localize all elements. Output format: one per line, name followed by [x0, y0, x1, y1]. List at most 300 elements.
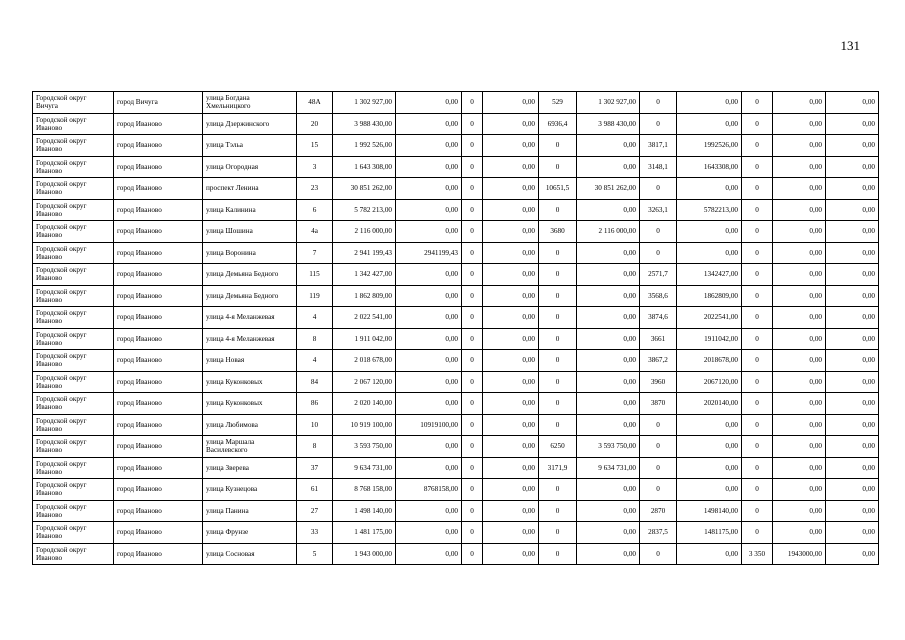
cell-funds-b: 0,00 — [483, 307, 539, 329]
cell-funds-b: 0,00 — [483, 178, 539, 200]
cell-funds-c: 0,00 — [577, 522, 640, 544]
cell-total-cost: 1 643 308,00 — [333, 156, 396, 178]
cell-locality: город Вичуга — [114, 92, 203, 114]
cell-district: Городской округ Иваново — [33, 457, 114, 479]
cell-count-b: 0 — [462, 350, 483, 372]
cell-total-cost: 1 342 427,00 — [333, 264, 396, 286]
cell-funds-c: 0,00 — [577, 156, 640, 178]
cell-locality: город Иваново — [114, 500, 203, 522]
cell-funds-c: 30 851 262,00 — [577, 178, 640, 200]
cell-area-c: 0 — [539, 156, 577, 178]
cell-area-c: 0 — [539, 242, 577, 264]
cell-district: Городской округ Иваново — [33, 414, 114, 436]
cell-total-cost: 3 988 430,00 — [333, 113, 396, 135]
cell-locality: город Иваново — [114, 178, 203, 200]
cell-funds-d: 1911042,00 — [677, 328, 742, 350]
cell-locality: город Иваново — [114, 307, 203, 329]
cell-house-number: 4а — [297, 221, 333, 243]
cell-funds-f: 0,00 — [826, 371, 879, 393]
cell-street: улица Дзержинского — [203, 113, 297, 135]
cell-locality: город Иваново — [114, 414, 203, 436]
cell-area-c: 6250 — [539, 436, 577, 458]
cell-funds-e: 0,00 — [773, 178, 826, 200]
cell-area-c: 0 — [539, 393, 577, 415]
register-table — [32, 91, 879, 565]
cell-funds-b: 0,00 — [483, 156, 539, 178]
cell-total-cost: 9 634 731,00 — [333, 457, 396, 479]
cell-area-c: 0 — [539, 199, 577, 221]
cell-area-c: 3680 — [539, 221, 577, 243]
table-row — [33, 543, 879, 565]
cell-district: Городской округ Иваново — [33, 199, 114, 221]
cell-funds-a: 2941199,43 — [396, 242, 462, 264]
cell-funds-b: 0,00 — [483, 436, 539, 458]
cell-funds-d: 0,00 — [677, 436, 742, 458]
table-row — [33, 92, 879, 114]
cell-district: Городской округ Иваново — [33, 285, 114, 307]
cell-district: Городской округ Иваново — [33, 135, 114, 157]
cell-house-number: 119 — [297, 285, 333, 307]
cell-area-d: 3960 — [640, 371, 677, 393]
cell-district: Городской округ Иваново — [33, 307, 114, 329]
cell-area-e: 3 350 — [742, 543, 773, 565]
cell-funds-c: 0,00 — [577, 371, 640, 393]
cell-funds-e: 0,00 — [773, 264, 826, 286]
cell-area-e: 0 — [742, 393, 773, 415]
cell-funds-b: 0,00 — [483, 393, 539, 415]
cell-district: Городской округ Иваново — [33, 500, 114, 522]
cell-house-number: 15 — [297, 135, 333, 157]
cell-funds-b: 0,00 — [483, 414, 539, 436]
cell-funds-c: 1 302 927,00 — [577, 92, 640, 114]
cell-house-number: 4 — [297, 350, 333, 372]
cell-funds-f: 0,00 — [826, 500, 879, 522]
cell-area-c: 6936,4 — [539, 113, 577, 135]
cell-locality: город Иваново — [114, 543, 203, 565]
cell-funds-f: 0,00 — [826, 522, 879, 544]
cell-street: улица Панина — [203, 500, 297, 522]
cell-street: улица Калинина — [203, 199, 297, 221]
cell-total-cost: 8 768 158,00 — [333, 479, 396, 501]
cell-count-b: 0 — [462, 543, 483, 565]
cell-count-b: 0 — [462, 92, 483, 114]
cell-count-b: 0 — [462, 242, 483, 264]
cell-area-d: 3263,1 — [640, 199, 677, 221]
cell-area-e: 0 — [742, 242, 773, 264]
table-row — [33, 242, 879, 264]
cell-funds-f: 0,00 — [826, 92, 879, 114]
cell-funds-a: 0,00 — [396, 285, 462, 307]
cell-count-b: 0 — [462, 479, 483, 501]
cell-area-c: 529 — [539, 92, 577, 114]
cell-area-c: 0 — [539, 285, 577, 307]
cell-funds-b: 0,00 — [483, 221, 539, 243]
cell-funds-a: 10919100,00 — [396, 414, 462, 436]
cell-funds-f: 0,00 — [826, 393, 879, 415]
cell-count-b: 0 — [462, 221, 483, 243]
cell-funds-d: 0,00 — [677, 178, 742, 200]
cell-count-b: 0 — [462, 522, 483, 544]
cell-funds-d: 0,00 — [677, 414, 742, 436]
cell-street: улица Любимова — [203, 414, 297, 436]
cell-area-e: 0 — [742, 113, 773, 135]
cell-house-number: 5 — [297, 543, 333, 565]
table-row — [33, 500, 879, 522]
cell-area-d: 3568,6 — [640, 285, 677, 307]
cell-funds-c: 3 593 750,00 — [577, 436, 640, 458]
cell-area-d: 0 — [640, 221, 677, 243]
table-row — [33, 113, 879, 135]
cell-funds-b: 0,00 — [483, 264, 539, 286]
cell-area-d: 0 — [640, 92, 677, 114]
cell-district: Городской округ Иваново — [33, 178, 114, 200]
cell-area-c: 0 — [539, 371, 577, 393]
cell-funds-e: 0,00 — [773, 414, 826, 436]
cell-count-b: 0 — [462, 156, 483, 178]
cell-area-e: 0 — [742, 135, 773, 157]
cell-funds-e: 0,00 — [773, 393, 826, 415]
cell-street: улица Огородная — [203, 156, 297, 178]
table-row — [33, 156, 879, 178]
cell-funds-a: 0,00 — [396, 113, 462, 135]
cell-area-e: 0 — [742, 522, 773, 544]
cell-house-number: 8 — [297, 436, 333, 458]
cell-street: улица Демьяна Бедного — [203, 264, 297, 286]
cell-funds-d: 1342427,00 — [677, 264, 742, 286]
cell-locality: город Иваново — [114, 479, 203, 501]
cell-funds-c: 0,00 — [577, 328, 640, 350]
cell-funds-e: 0,00 — [773, 350, 826, 372]
cell-funds-a: 0,00 — [396, 500, 462, 522]
cell-count-b: 0 — [462, 178, 483, 200]
cell-area-d: 3867,2 — [640, 350, 677, 372]
cell-district: Городской округ Иваново — [33, 543, 114, 565]
cell-count-b: 0 — [462, 135, 483, 157]
cell-funds-f: 0,00 — [826, 307, 879, 329]
cell-funds-f: 0,00 — [826, 178, 879, 200]
cell-funds-d: 0,00 — [677, 221, 742, 243]
cell-funds-d: 2018678,00 — [677, 350, 742, 372]
cell-funds-e: 0,00 — [773, 242, 826, 264]
cell-area-d: 0 — [640, 457, 677, 479]
cell-funds-f: 0,00 — [826, 457, 879, 479]
cell-funds-c: 0,00 — [577, 264, 640, 286]
cell-street: улица Кузнецова — [203, 479, 297, 501]
cell-funds-e: 0,00 — [773, 328, 826, 350]
cell-total-cost: 2 018 678,00 — [333, 350, 396, 372]
cell-area-e: 0 — [742, 371, 773, 393]
cell-funds-d: 1862809,00 — [677, 285, 742, 307]
cell-funds-e: 0,00 — [773, 500, 826, 522]
cell-locality: город Иваново — [114, 522, 203, 544]
cell-funds-b: 0,00 — [483, 135, 539, 157]
cell-area-e: 0 — [742, 178, 773, 200]
cell-area-e: 0 — [742, 285, 773, 307]
cell-funds-d: 0,00 — [677, 457, 742, 479]
cell-area-e: 0 — [742, 328, 773, 350]
cell-funds-f: 0,00 — [826, 285, 879, 307]
cell-funds-e: 0,00 — [773, 285, 826, 307]
cell-locality: город Иваново — [114, 393, 203, 415]
cell-count-b: 0 — [462, 199, 483, 221]
cell-street: улица Тэльа — [203, 135, 297, 157]
cell-funds-d: 1498140,00 — [677, 500, 742, 522]
cell-area-d: 3874,6 — [640, 307, 677, 329]
cell-house-number: 7 — [297, 242, 333, 264]
cell-total-cost: 1 992 526,00 — [333, 135, 396, 157]
cell-funds-f: 0,00 — [826, 350, 879, 372]
cell-funds-a: 0,00 — [396, 328, 462, 350]
cell-area-e: 0 — [742, 307, 773, 329]
cell-funds-b: 0,00 — [483, 479, 539, 501]
cell-count-b: 0 — [462, 436, 483, 458]
cell-district: Городской округ Иваново — [33, 328, 114, 350]
table-row — [33, 285, 879, 307]
cell-funds-a: 0,00 — [396, 221, 462, 243]
cell-district: Городской округ Иваново — [33, 113, 114, 135]
cell-funds-a: 0,00 — [396, 350, 462, 372]
cell-locality: город Иваново — [114, 436, 203, 458]
cell-area-c: 0 — [539, 264, 577, 286]
cell-funds-b: 0,00 — [483, 457, 539, 479]
cell-district: Городской округ Иваново — [33, 436, 114, 458]
cell-funds-b: 0,00 — [483, 113, 539, 135]
cell-house-number: 33 — [297, 522, 333, 544]
cell-locality: город Иваново — [114, 285, 203, 307]
cell-area-d: 0 — [640, 479, 677, 501]
cell-area-d: 2837,5 — [640, 522, 677, 544]
cell-house-number: 115 — [297, 264, 333, 286]
cell-area-d: 0 — [640, 414, 677, 436]
cell-funds-d: 2022541,00 — [677, 307, 742, 329]
page-number: 131 — [840, 38, 860, 53]
cell-count-b: 0 — [462, 328, 483, 350]
cell-funds-a: 0,00 — [396, 393, 462, 415]
cell-funds-e: 0,00 — [773, 436, 826, 458]
cell-funds-a: 0,00 — [396, 307, 462, 329]
cell-area-e: 0 — [742, 414, 773, 436]
table-row — [33, 350, 879, 372]
cell-area-e: 0 — [742, 436, 773, 458]
cell-funds-a: 0,00 — [396, 264, 462, 286]
cell-area-d: 3661 — [640, 328, 677, 350]
cell-funds-d: 0,00 — [677, 543, 742, 565]
cell-house-number: 3 — [297, 156, 333, 178]
cell-funds-c: 9 634 731,00 — [577, 457, 640, 479]
cell-total-cost: 1 481 175,00 — [333, 522, 396, 544]
cell-funds-c: 0,00 — [577, 242, 640, 264]
cell-funds-d: 2020140,00 — [677, 393, 742, 415]
cell-house-number: 20 — [297, 113, 333, 135]
cell-total-cost: 5 782 213,00 — [333, 199, 396, 221]
table-row — [33, 199, 879, 221]
cell-locality: город Иваново — [114, 350, 203, 372]
cell-total-cost: 2 022 541,00 — [333, 307, 396, 329]
cell-locality: город Иваново — [114, 156, 203, 178]
cell-house-number: 27 — [297, 500, 333, 522]
cell-area-d: 0 — [640, 178, 677, 200]
cell-area-d: 0 — [640, 242, 677, 264]
cell-total-cost: 1 943 000,00 — [333, 543, 396, 565]
cell-district: Городской округ Иваново — [33, 221, 114, 243]
cell-funds-b: 0,00 — [483, 92, 539, 114]
cell-funds-e: 0,00 — [773, 92, 826, 114]
cell-street: улица Демьяна Бедного — [203, 285, 297, 307]
cell-total-cost: 2 067 120,00 — [333, 371, 396, 393]
cell-house-number: 10 — [297, 414, 333, 436]
cell-area-d: 0 — [640, 113, 677, 135]
table-row — [33, 264, 879, 286]
cell-funds-b: 0,00 — [483, 522, 539, 544]
cell-area-e: 0 — [742, 457, 773, 479]
cell-funds-f: 0,00 — [826, 264, 879, 286]
cell-funds-d: 0,00 — [677, 479, 742, 501]
cell-funds-e: 0,00 — [773, 113, 826, 135]
cell-count-b: 0 — [462, 457, 483, 479]
cell-funds-c: 0,00 — [577, 500, 640, 522]
cell-area-d: 0 — [640, 543, 677, 565]
cell-district: Городской округ Иваново — [33, 479, 114, 501]
cell-funds-a: 0,00 — [396, 522, 462, 544]
table-row — [33, 479, 879, 501]
cell-funds-d: 2067120,00 — [677, 371, 742, 393]
cell-district: Городской округ Иваново — [33, 264, 114, 286]
cell-area-d: 3817,1 — [640, 135, 677, 157]
cell-count-b: 0 — [462, 307, 483, 329]
table-row — [33, 221, 879, 243]
cell-funds-b: 0,00 — [483, 350, 539, 372]
cell-funds-b: 0,00 — [483, 199, 539, 221]
cell-house-number: 8 — [297, 328, 333, 350]
table-row — [33, 328, 879, 350]
cell-count-b: 0 — [462, 371, 483, 393]
cell-funds-e: 0,00 — [773, 479, 826, 501]
cell-count-b: 0 — [462, 285, 483, 307]
table-row — [33, 371, 879, 393]
cell-total-cost: 1 862 809,00 — [333, 285, 396, 307]
cell-funds-f: 0,00 — [826, 221, 879, 243]
cell-funds-e: 0,00 — [773, 221, 826, 243]
cell-area-e: 0 — [742, 500, 773, 522]
cell-funds-d: 0,00 — [677, 242, 742, 264]
cell-locality: город Иваново — [114, 371, 203, 393]
cell-funds-d: 5782213,00 — [677, 199, 742, 221]
cell-funds-c: 0,00 — [577, 393, 640, 415]
table-row — [33, 436, 879, 458]
cell-funds-b: 0,00 — [483, 371, 539, 393]
cell-locality: город Иваново — [114, 242, 203, 264]
table-row — [33, 393, 879, 415]
cell-area-e: 0 — [742, 264, 773, 286]
cell-funds-f: 0,00 — [826, 543, 879, 565]
cell-funds-e: 0,00 — [773, 156, 826, 178]
cell-funds-e: 0,00 — [773, 307, 826, 329]
cell-funds-c: 0,00 — [577, 307, 640, 329]
cell-area-e: 0 — [742, 221, 773, 243]
cell-street: улица Богдана Хмельницкого — [203, 92, 297, 114]
cell-count-b: 0 — [462, 264, 483, 286]
table-row — [33, 178, 879, 200]
cell-area-c: 0 — [539, 522, 577, 544]
cell-funds-c: 0,00 — [577, 350, 640, 372]
table-row — [33, 522, 879, 544]
cell-funds-c: 0,00 — [577, 285, 640, 307]
cell-house-number: 84 — [297, 371, 333, 393]
cell-funds-a: 0,00 — [396, 92, 462, 114]
cell-locality: город Иваново — [114, 264, 203, 286]
cell-funds-c: 0,00 — [577, 479, 640, 501]
cell-area-c: 0 — [539, 479, 577, 501]
cell-funds-c: 0,00 — [577, 135, 640, 157]
cell-area-d: 2571,7 — [640, 264, 677, 286]
cell-funds-c: 0,00 — [577, 543, 640, 565]
table-row — [33, 135, 879, 157]
cell-funds-a: 0,00 — [396, 156, 462, 178]
cell-area-c: 0 — [539, 350, 577, 372]
cell-house-number: 23 — [297, 178, 333, 200]
cell-funds-f: 0,00 — [826, 436, 879, 458]
cell-total-cost: 2 020 140,00 — [333, 393, 396, 415]
cell-funds-d: 1481175,00 — [677, 522, 742, 544]
cell-total-cost: 3 593 750,00 — [333, 436, 396, 458]
cell-area-c: 0 — [539, 543, 577, 565]
cell-funds-d: 1992526,00 — [677, 135, 742, 157]
cell-district: Городской округ Иваново — [33, 350, 114, 372]
cell-funds-c: 0,00 — [577, 199, 640, 221]
cell-funds-f: 0,00 — [826, 479, 879, 501]
cell-count-b: 0 — [462, 500, 483, 522]
cell-funds-e: 0,00 — [773, 457, 826, 479]
cell-funds-f: 0,00 — [826, 113, 879, 135]
cell-funds-f: 0,00 — [826, 135, 879, 157]
cell-district: Городской округ Иваново — [33, 522, 114, 544]
cell-street: улица 4-я Меланжевая — [203, 328, 297, 350]
cell-locality: город Иваново — [114, 113, 203, 135]
cell-street: улица Маршала Василевского — [203, 436, 297, 458]
cell-area-c: 3171,9 — [539, 457, 577, 479]
cell-funds-c: 3 988 430,00 — [577, 113, 640, 135]
cell-funds-b: 0,00 — [483, 242, 539, 264]
cell-funds-a: 8768158,00 — [396, 479, 462, 501]
cell-funds-e: 0,00 — [773, 522, 826, 544]
cell-house-number: 6 — [297, 199, 333, 221]
cell-house-number: 48А — [297, 92, 333, 114]
cell-street: улица Куконковых — [203, 371, 297, 393]
cell-district: Городской округ Иваново — [33, 393, 114, 415]
cell-total-cost: 1 302 927,00 — [333, 92, 396, 114]
cell-funds-f: 0,00 — [826, 242, 879, 264]
cell-funds-c: 0,00 — [577, 414, 640, 436]
cell-house-number: 37 — [297, 457, 333, 479]
cell-district: Городской округ Вичуга — [33, 92, 114, 114]
cell-funds-f: 0,00 — [826, 199, 879, 221]
cell-funds-a: 0,00 — [396, 199, 462, 221]
cell-funds-d: 0,00 — [677, 92, 742, 114]
table-row — [33, 457, 879, 479]
cell-area-e: 0 — [742, 92, 773, 114]
cell-locality: город Иваново — [114, 199, 203, 221]
cell-funds-f: 0,00 — [826, 328, 879, 350]
cell-house-number: 4 — [297, 307, 333, 329]
cell-total-cost: 1 911 042,00 — [333, 328, 396, 350]
cell-funds-a: 0,00 — [396, 135, 462, 157]
cell-street: улица 4-я Меланжевая — [203, 307, 297, 329]
cell-funds-e: 0,00 — [773, 371, 826, 393]
cell-funds-a: 0,00 — [396, 178, 462, 200]
table-row — [33, 307, 879, 329]
cell-funds-e: 0,00 — [773, 135, 826, 157]
cell-area-c: 0 — [539, 328, 577, 350]
